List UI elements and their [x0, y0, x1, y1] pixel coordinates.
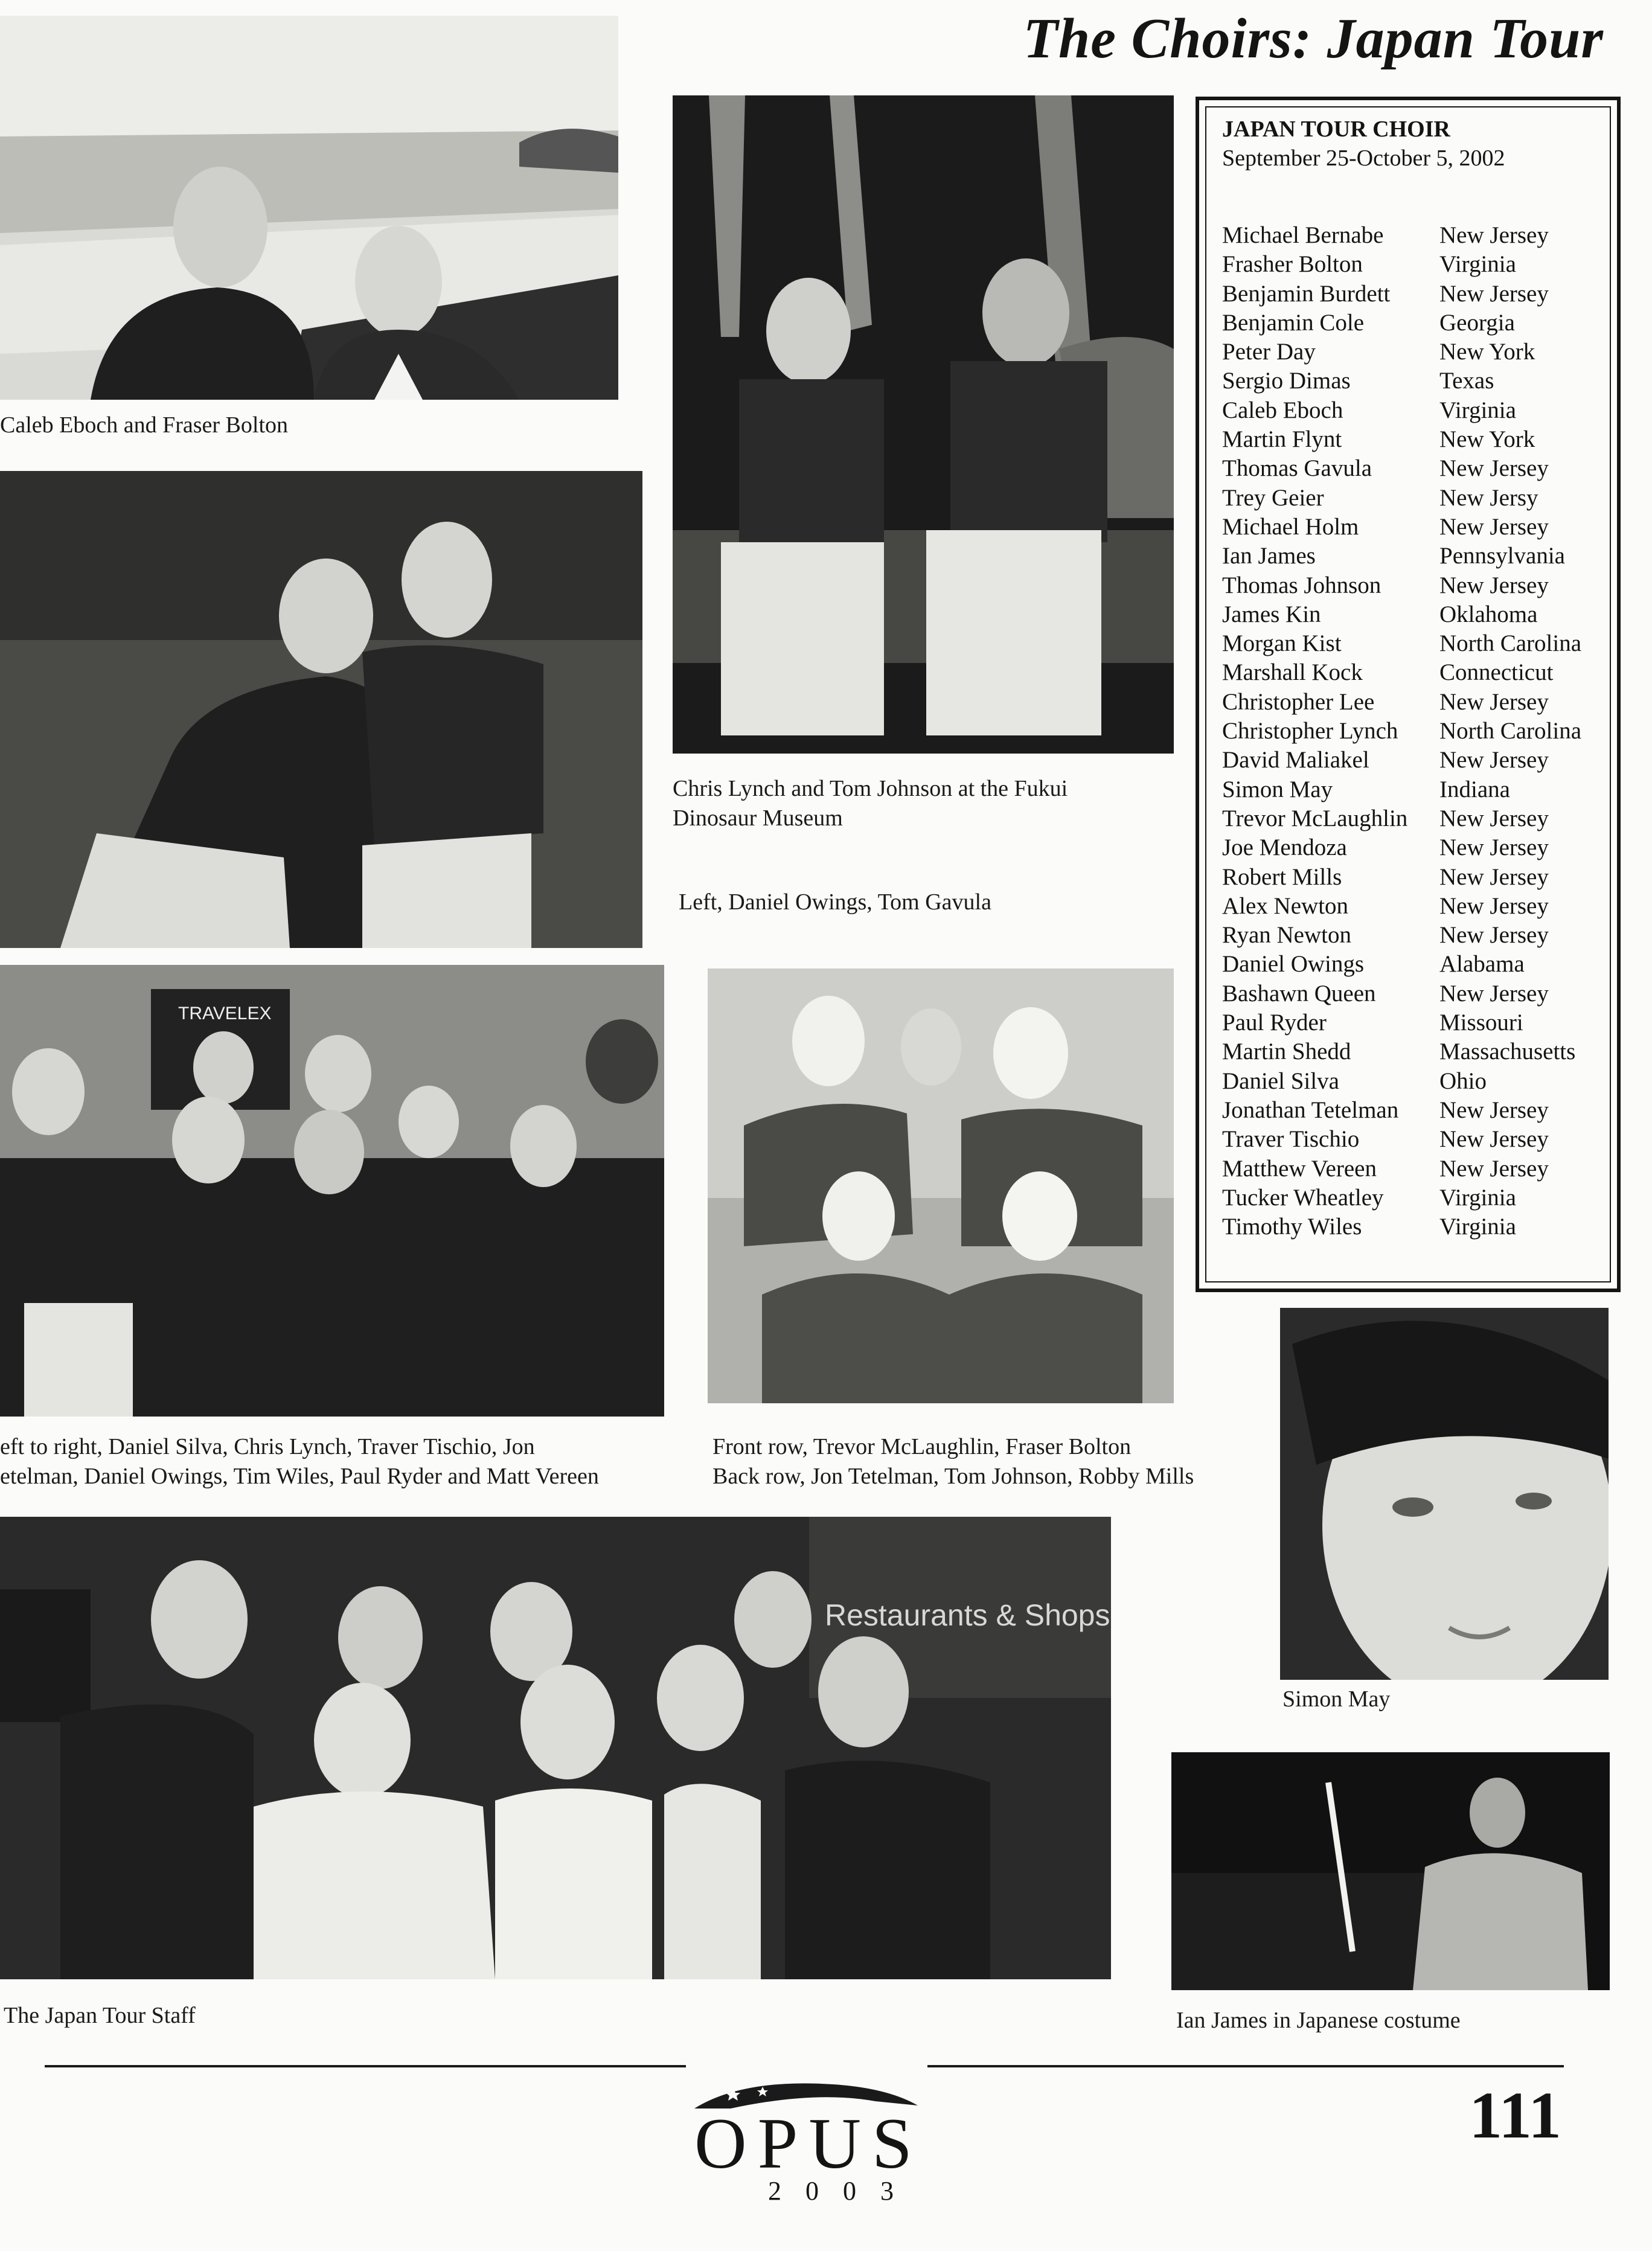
caption-group-line2: etelman, Daniel Owings, Tim Wiles, Paul Ryder and Matt Vereen	[0, 1464, 599, 1489]
roster-name: Trevor McLaughlin	[1222, 805, 1408, 831]
page-title: The Choirs: Japan Tour	[1023, 7, 1604, 70]
roster-row	[1222, 804, 1617, 833]
photo-beach	[0, 16, 618, 400]
roster-name: Sergio Dimas	[1222, 368, 1351, 394]
roster-name: Thomas Johnson	[1222, 572, 1381, 598]
roster-state: New Jersey	[1439, 572, 1549, 598]
roster-name: Martin Shedd	[1222, 1039, 1351, 1065]
roster-state: New Jersey	[1439, 834, 1549, 861]
roster-row	[1222, 892, 1617, 921]
roster-state: Massachusetts	[1439, 1039, 1576, 1065]
roster-name: Michael Holm	[1222, 513, 1359, 540]
roster-row	[1222, 1008, 1617, 1037]
roster-name: Paul Ryder	[1222, 1010, 1327, 1036]
opus-year: 2003	[768, 2176, 918, 2206]
roster-state: Ohio	[1439, 1068, 1487, 1094]
page-number: 111	[1469, 2078, 1561, 2152]
roster-row	[1222, 863, 1617, 892]
roster-state: New Jersey	[1439, 222, 1549, 248]
caption-simon: Simon May	[1282, 1686, 1391, 1712]
roster-row	[1222, 484, 1617, 513]
roster-name: Robert Mills	[1222, 863, 1342, 890]
roster-state: Pennsylvania	[1439, 543, 1565, 569]
roster-name: Caleb Eboch	[1222, 397, 1343, 423]
opus-logo: OPUS	[694, 2103, 923, 2183]
roster-state: New Jersy	[1439, 484, 1538, 511]
roster-state: New Jersey	[1439, 1097, 1549, 1123]
roster-name: Alex Newton	[1222, 892, 1349, 919]
roster-name: Traver Tischio	[1222, 1126, 1360, 1153]
caption-left-owings: Left, Daniel Owings, Tom Gavula	[679, 889, 991, 915]
roster-row	[1222, 309, 1617, 338]
roster-row	[1222, 221, 1617, 250]
roster-name: Simon May	[1222, 776, 1333, 802]
roster-name: David Maliakel	[1222, 747, 1369, 773]
roster-state: Texas	[1439, 368, 1494, 394]
roster-state: New Jersey	[1439, 513, 1549, 540]
roster-name: Timothy Wiles	[1222, 1214, 1362, 1240]
roster-name: Matthew Vereen	[1222, 1155, 1377, 1182]
roster-name: Peter Day	[1222, 339, 1316, 365]
caption-museum-line2: Dinosaur Museum	[673, 805, 843, 831]
restaurants-sign: Restaurants & Shops	[825, 1598, 1110, 1632]
roster-state: New Jersey	[1439, 455, 1549, 482]
roster-state: New York	[1439, 339, 1535, 365]
roster-state: Virginia	[1439, 1214, 1516, 1240]
roster-name: Trey Geier	[1222, 484, 1324, 511]
roster-state: New Jersey	[1439, 747, 1549, 773]
roster-state: New Jersey	[1439, 922, 1549, 949]
roster-state: North Carolina	[1439, 718, 1582, 744]
roster-row	[1222, 513, 1617, 542]
roster-state: New Jersey	[1439, 1126, 1549, 1153]
roster-row	[1222, 775, 1617, 804]
roster-name: Morgan Kist	[1222, 630, 1342, 657]
roster-state: Virginia	[1439, 397, 1516, 423]
roster-name: Jonathan Tetelman	[1222, 1097, 1399, 1123]
roster-row	[1222, 950, 1617, 979]
photo-lawn	[0, 471, 642, 948]
roster-row	[1222, 1096, 1617, 1125]
roster-row	[1222, 658, 1617, 687]
roster-state: North Carolina	[1439, 630, 1582, 657]
roster-state: Virginia	[1439, 1184, 1516, 1211]
roster-dates: September 25-October 5, 2002	[1222, 146, 1505, 171]
caption-rows-line2: Back row, Jon Tetelman, Tom Johnson, Robby Mills	[712, 1464, 1194, 1489]
photo-dinosaur-museum	[673, 95, 1174, 754]
roster-row	[1222, 1212, 1617, 1241]
roster-row	[1222, 250, 1617, 279]
caption-beach: Caleb Eboch and Fraser Bolton	[0, 412, 289, 438]
roster-name: Christopher Lynch	[1222, 718, 1398, 744]
roster-name: Daniel Owings	[1222, 951, 1365, 978]
roster-heading: JAPAN TOUR CHOIR	[1222, 117, 1450, 142]
roster-name: James Kin	[1222, 601, 1321, 627]
roster-row	[1222, 979, 1617, 1008]
roster-box	[1196, 97, 1621, 1292]
roster-row	[1222, 629, 1617, 658]
roster-state: Indiana	[1439, 776, 1510, 802]
roster-state: New Jersey	[1439, 980, 1549, 1007]
photo-tour-staff	[0, 1517, 1111, 1979]
roster-row	[1222, 717, 1617, 746]
roster-state: Alabama	[1439, 951, 1525, 978]
roster-state: New Jersey	[1439, 688, 1549, 715]
footer-rule-right	[927, 2065, 1564, 2067]
roster-row	[1222, 338, 1617, 367]
caption-rows-line1: Front row, Trevor McLaughlin, Fraser Bolton	[712, 1434, 1132, 1459]
roster-row	[1222, 396, 1617, 425]
roster-row	[1222, 921, 1617, 950]
roster-name: Ian James	[1222, 543, 1316, 569]
roster-name: Tucker Wheatley	[1222, 1184, 1384, 1211]
photo-front-back-rows	[708, 969, 1174, 1403]
roster-list	[1222, 221, 1617, 1241]
footer-rule-left	[45, 2065, 686, 2067]
roster-name: Bashawn Queen	[1222, 980, 1376, 1007]
roster-row	[1222, 600, 1617, 629]
roster-name: Marshall Kock	[1222, 659, 1363, 686]
roster-name: Benjamin Cole	[1222, 309, 1365, 336]
roster-state: New Jersey	[1439, 1155, 1549, 1182]
roster-name: Joe Mendoza	[1222, 834, 1347, 861]
roster-state: New Jersey	[1439, 280, 1549, 307]
roster-row	[1222, 1183, 1617, 1212]
roster-row	[1222, 746, 1617, 775]
roster-state: New Jersey	[1439, 892, 1549, 919]
roster-name: Christopher Lee	[1222, 688, 1375, 715]
photo-ian-james	[1171, 1752, 1610, 1990]
caption-museum-line1: Chris Lynch and Tom Johnson at the Fukui	[673, 776, 1068, 801]
roster-name: Daniel Silva	[1222, 1068, 1339, 1094]
roster-row	[1222, 280, 1617, 309]
roster-row	[1222, 1037, 1617, 1066]
roster-name: Martin Flynt	[1222, 426, 1342, 453]
roster-state: New York	[1439, 426, 1535, 453]
roster-row	[1222, 367, 1617, 395]
travelex-sign: TRAVELEX	[178, 1004, 272, 1023]
roster-row	[1222, 542, 1617, 571]
roster-row	[1222, 833, 1617, 862]
roster-name: Ryan Newton	[1222, 922, 1351, 949]
roster-state: Connecticut	[1439, 659, 1554, 686]
roster-name: Benjamin Burdett	[1222, 280, 1391, 307]
roster-name: Michael Bernabe	[1222, 222, 1384, 248]
roster-row	[1222, 1067, 1617, 1096]
caption-ian: Ian James in Japanese costume	[1176, 2008, 1461, 2033]
caption-staff: The Japan Tour Staff	[4, 2003, 196, 2028]
roster-row	[1222, 425, 1617, 454]
roster-state: Virginia	[1439, 251, 1516, 278]
caption-group-line1: eft to right, Daniel Silva, Chris Lynch, Traver Tischio, Jon	[0, 1434, 535, 1459]
roster-state: New Jersey	[1439, 863, 1549, 890]
roster-row	[1222, 1154, 1617, 1183]
roster-row	[1222, 688, 1617, 717]
photo-simon-may	[1280, 1308, 1609, 1680]
roster-state: Missouri	[1439, 1010, 1523, 1036]
photo-group-travelex	[0, 965, 664, 1417]
roster-state: Oklahoma	[1439, 601, 1538, 627]
roster-state: New Jersey	[1439, 805, 1549, 831]
roster-name: Thomas Gavula	[1222, 455, 1372, 482]
roster-row	[1222, 571, 1617, 600]
roster-row	[1222, 454, 1617, 483]
roster-state: Georgia	[1439, 309, 1515, 336]
roster-name: Frasher Bolton	[1222, 251, 1363, 278]
roster-row	[1222, 1125, 1617, 1154]
